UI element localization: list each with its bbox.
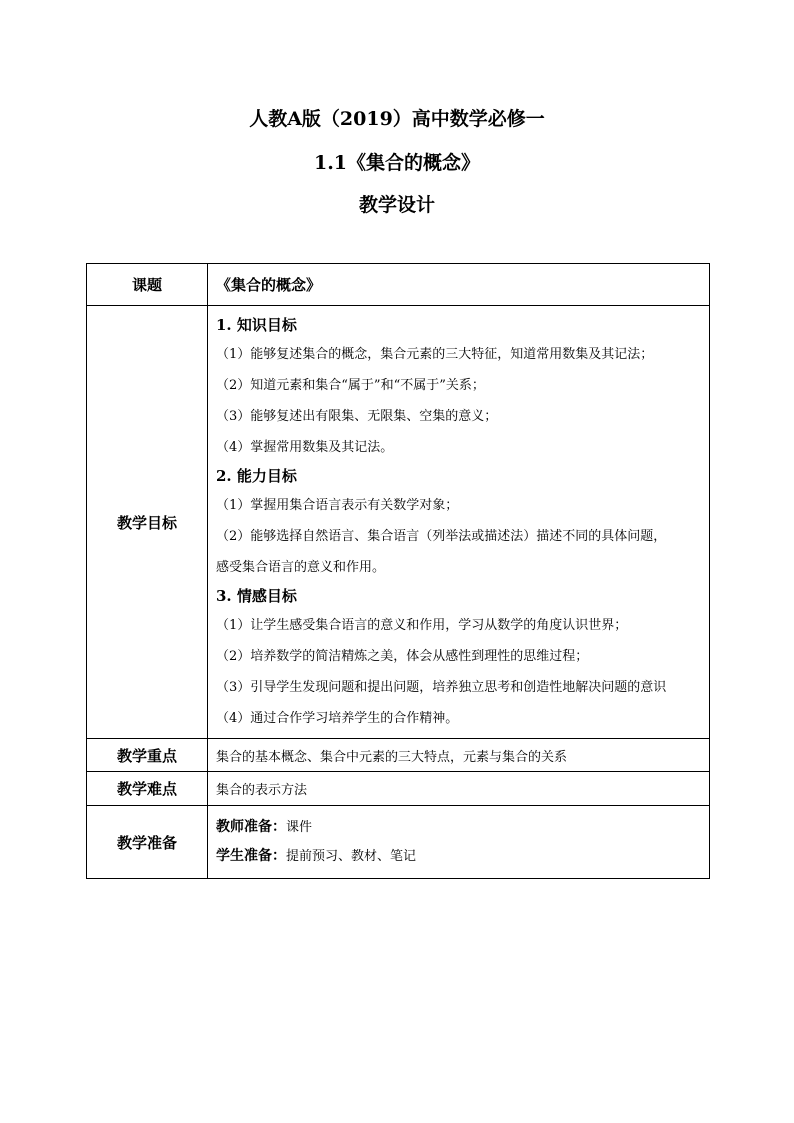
lesson-design-table — [86, 263, 710, 879]
teacher-preparation-label: 教师准备： — [216, 819, 286, 835]
goal-item: （2）能够选择自然语言、集合语言（列举法或描述法）描述不同的具体问题， — [216, 529, 667, 544]
document-subtitle: 教学设计 — [358, 194, 435, 216]
goal-section-heading: 3. 情感目标 — [216, 587, 297, 605]
difficulties-row — [87, 772, 710, 806]
goal-item: （1）掌握用集合语言表示有关数学对象； — [216, 498, 459, 513]
goal-item: （3）能够复述出有限集、无限集、空集的意义； — [216, 409, 498, 424]
teacher-preparation-value: 课件 — [286, 820, 313, 835]
topic-row — [87, 264, 710, 306]
key-points-label: 教学重点 — [87, 739, 208, 772]
teacher-preparation — [216, 813, 709, 842]
goal-item: （4）通过合作学习培养学生的合作精神。 — [216, 711, 459, 726]
goal-item: （2）培养数学的简洁精炼之美，体会从感性到理性的思维过程； — [216, 649, 589, 664]
student-preparation-label: 学生准备： — [216, 848, 286, 864]
student-preparation-value: 提前预习、教材、笔记 — [286, 849, 417, 864]
goal-item: （3）引导学生发现问题和提出问题，培养独立思考和创造性地解决问题的意识 — [216, 680, 667, 695]
lesson-title: 1.1《集合的概念》 — [313, 152, 481, 174]
goal-item: 感受集合语言的意义和作用。 — [216, 560, 386, 575]
student-preparation — [216, 842, 709, 871]
difficulties-label: 教学难点 — [87, 772, 208, 806]
goal-item: （1）让学生感受集合语言的意义和作用，学习从数学的角度认识世界； — [216, 618, 628, 633]
goal-item: （4）掌握常用数集及其记法。 — [216, 440, 394, 455]
topic-value: 《集合的概念》 — [208, 264, 710, 306]
goals-content — [208, 306, 710, 739]
preparation-label: 教学准备 — [87, 806, 208, 879]
preparation-row — [87, 806, 710, 879]
document-title: 人教A版（2019）高中数学必修一 — [249, 108, 545, 130]
difficulties-value: 集合的表示方法 — [208, 772, 710, 806]
goal-section-heading: 1. 知识目标 — [216, 316, 297, 334]
preparation-content — [208, 806, 710, 879]
goal-item: （1）能够复述集合的概念，集合元素的三大特征，知道常用数集及其记法； — [216, 347, 654, 362]
goal-item: （2）知道元素和集合“属于”和“不属于”关系； — [216, 378, 485, 393]
key-points-value: 集合的基本概念、集合中元素的三大特点，元素与集合的关系 — [208, 739, 710, 772]
goals-row — [87, 306, 710, 739]
topic-label: 课题 — [87, 264, 208, 306]
goals-label: 教学目标 — [87, 306, 208, 739]
key-points-row — [87, 739, 710, 772]
goal-section-heading: 2. 能力目标 — [216, 467, 297, 485]
